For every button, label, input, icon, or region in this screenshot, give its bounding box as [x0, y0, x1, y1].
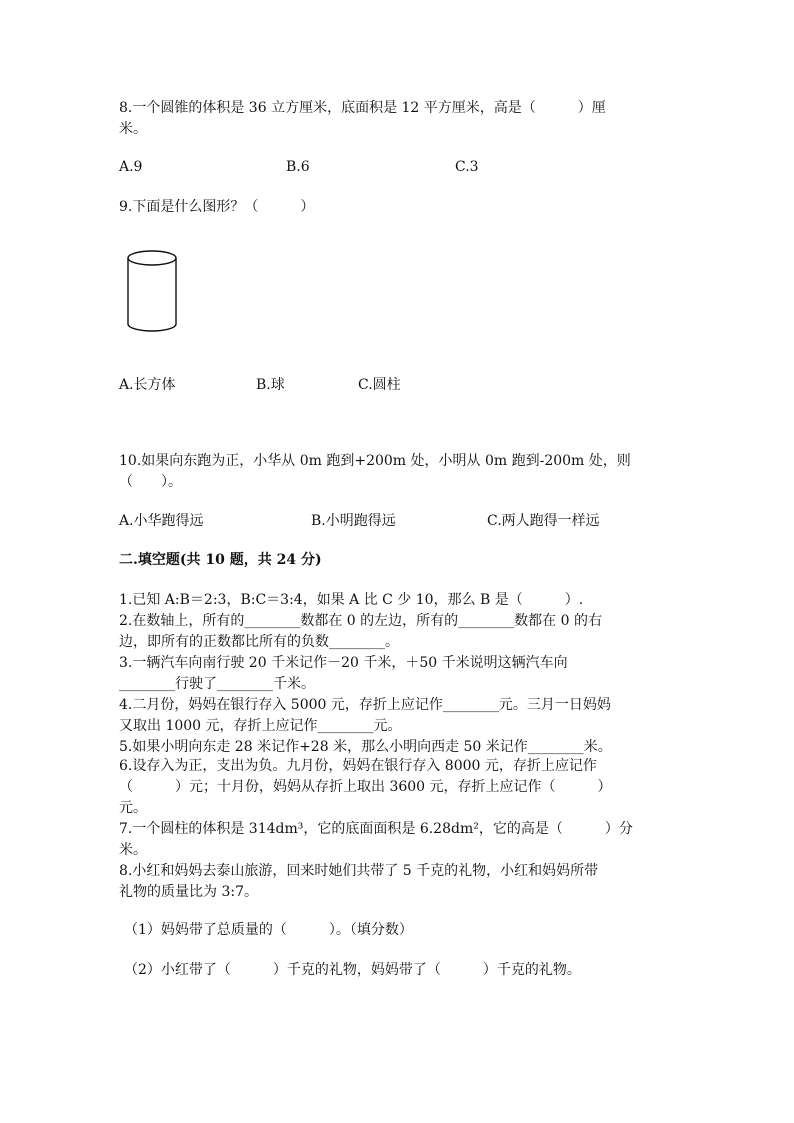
fill-line: 5.如果小明向东走 28 米记作+28 米，那么小明向西走 50 米记作________米。 — [119, 739, 612, 755]
fill-line: 7.一个圆柱的体积是 314dm³，它的底面面积是 6.28dm²，它的高是（ ）分 — [119, 821, 633, 837]
fill-line: 礼物的质量比为 3:7。 — [119, 884, 258, 900]
q8-option-a: A.9 — [119, 159, 143, 175]
q9-option-a: A.长方体 — [119, 377, 176, 393]
q8-stem-line-2: 米。 — [119, 121, 147, 137]
fill-line: ________行驶了________千米。 — [119, 676, 315, 692]
fill-line: 元。 — [119, 800, 147, 816]
q9-stem: 9.下面是什么图形？（ ） — [119, 199, 315, 215]
fill-line: 8.小红和妈妈去泰山旅游，回来时她们共带了 5 千克的礼物，小红和妈妈所带 — [119, 863, 599, 879]
q9-option-b: B.球 — [256, 377, 285, 393]
fill-line: 6.设存入为正，支出为负。九月份，妈妈在银行存入 8000 元，存折上应记作 — [119, 758, 597, 774]
q10-stem-line-2: （ ）。 — [119, 474, 182, 490]
fill-line: 3.一辆汽车向南行驶 20 千米记作－20 千米，＋50 千米说明这辆汽车向 — [119, 655, 568, 671]
q10-option-b: B.小明跑得远 — [311, 513, 396, 529]
cylinder-top-ellipse — [128, 251, 176, 265]
q9-option-c: C.圆柱 — [358, 377, 401, 393]
fill-line: 4.二月份，妈妈在银行存入 5000 元，存折上应记作________元。三月一日妈妈 — [119, 697, 611, 713]
sub-question-1: （1）妈妈带了总质量的（ ）。（填分数） — [124, 922, 413, 938]
fill-line: 米。 — [119, 842, 147, 858]
sub-question-2: （2）小红带了（ ）千克的礼物，妈妈带了（ ）千克的礼物。 — [124, 962, 581, 978]
q8-option-b: B.6 — [286, 159, 310, 175]
fill-line: （ ）元；十月份，妈妈从存折上取出 3600 元，存折上应记作（ ） — [119, 779, 612, 795]
q8-option-c: C.3 — [455, 159, 479, 175]
fill-line: 又取出 1000 元，存折上应记作________元。 — [119, 718, 402, 734]
q8-stem-line-1: 8.一个圆锥的体积是 36 立方厘米，底面积是 12 平方厘米，高是（ ）厘 — [119, 100, 606, 116]
section-heading: 二.填空题(共 10 题，共 24 分) — [119, 552, 322, 568]
cylinder-bottom-arc — [128, 324, 176, 331]
fill-line: 2.在数轴上，所有的________数都在 0 的左边，所有的________数都在 0 的右 — [119, 613, 602, 629]
q10-option-a: A.小华跑得远 — [119, 513, 204, 529]
q10-option-c: C.两人跑得一样远 — [487, 513, 600, 529]
fill-line: 1.已知 A:B＝2:3，B:C＝3:4，如果 A 比 C 少 10，那么 B 是（ ）. — [119, 592, 584, 608]
q10-stem-line-1: 10.如果向东跑为正，小华从 0m 跑到+200m 处，小明从 0m 跑到-200m 处，则 — [119, 453, 631, 469]
cylinder-figure — [120, 246, 184, 334]
fill-line: 边，即所有的正数都比所有的负数________。 — [119, 634, 399, 650]
